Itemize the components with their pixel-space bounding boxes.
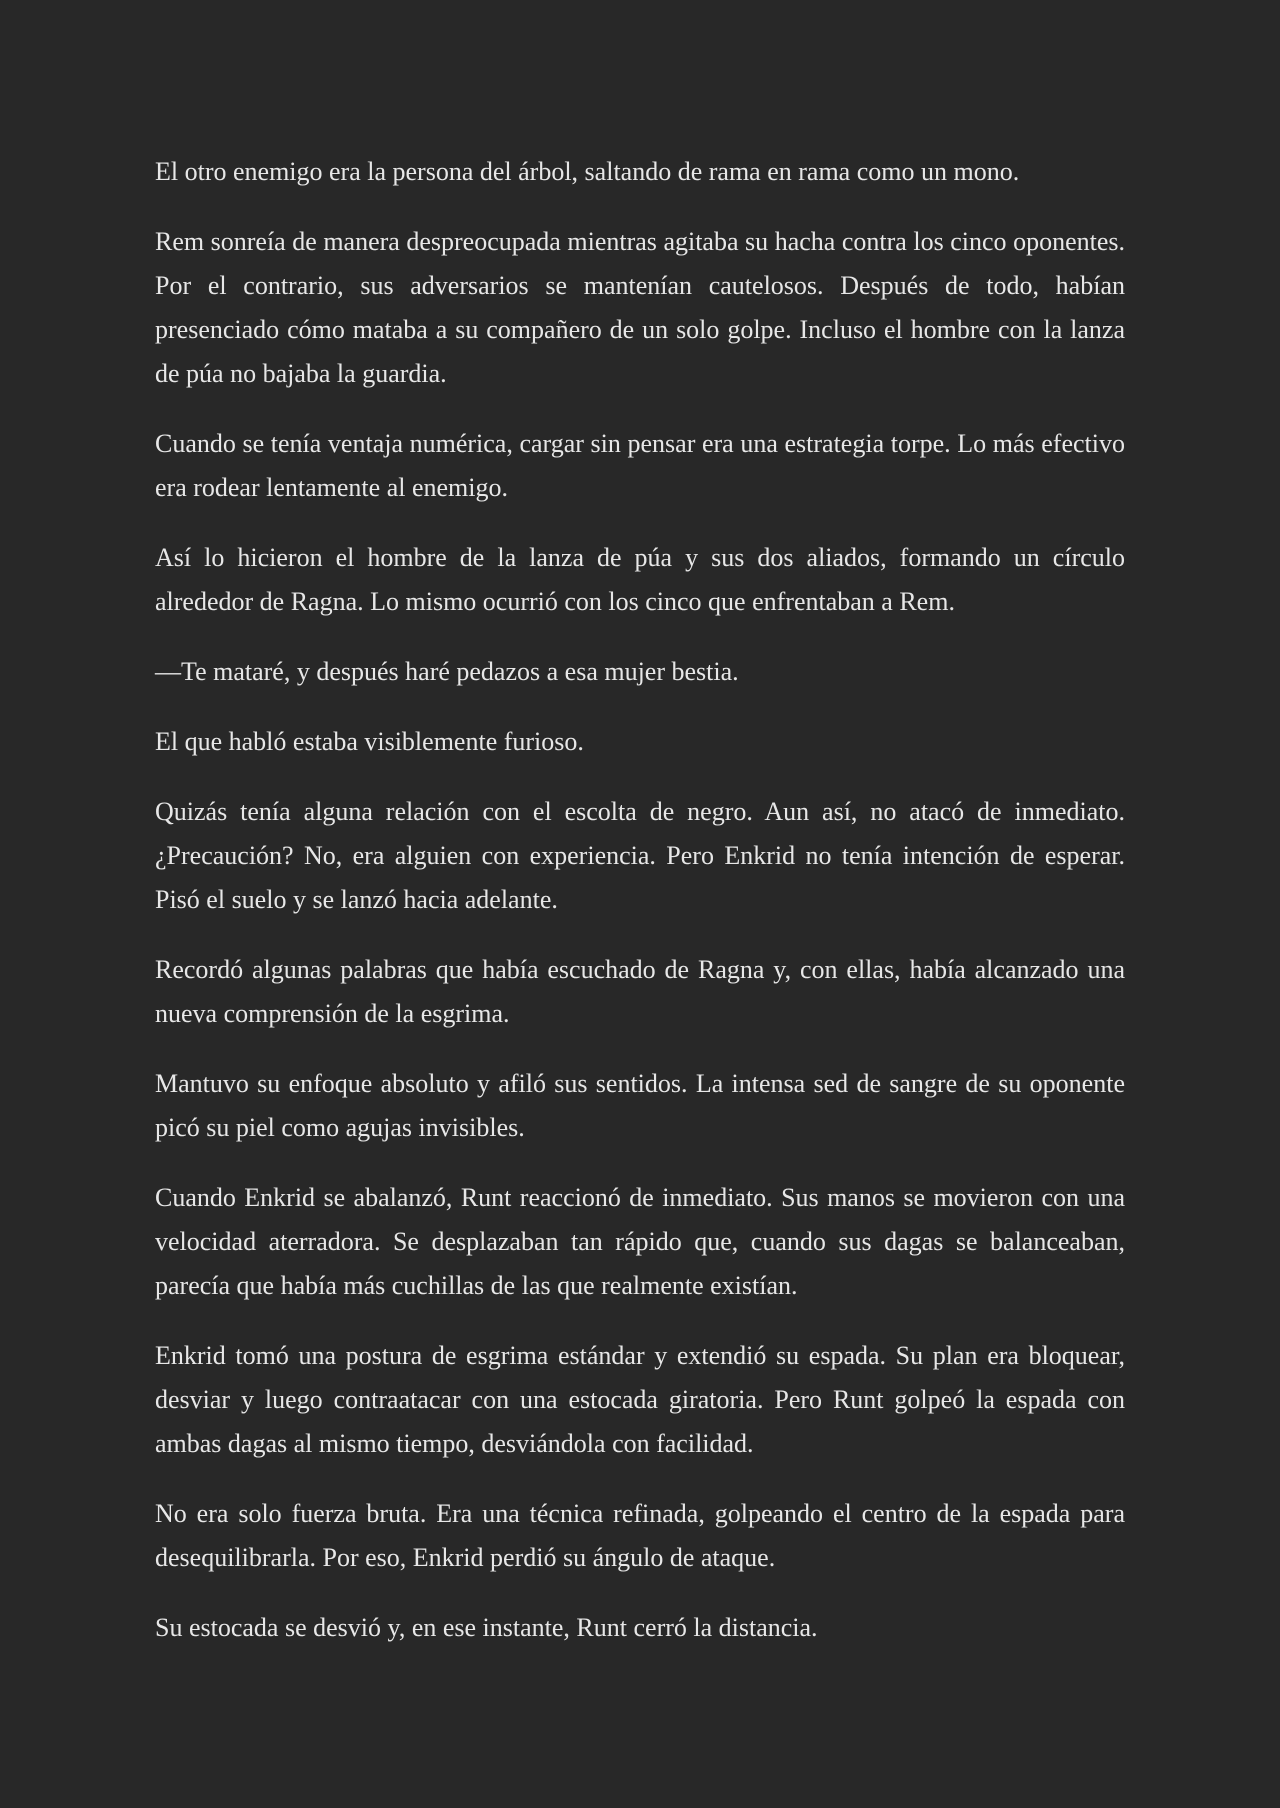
- chapter-text: [155, 150, 1125, 1676]
- paragraph-1: El otro enemigo era la persona del árbol, saltando de rama en rama como un mono.: [155, 157, 1020, 186]
- paragraph-9: Mantuvo su enfoque absoluto y afiló sus sentidos. La intensa sed de sangre de su oponente picó su piel como agujas invisibles.: [155, 1069, 1125, 1142]
- paragraph-6: El que habló estaba visiblemente furioso.: [155, 727, 584, 756]
- paragraph-12: No era solo fuerza bruta. Era una técnica refinada, golpeando el centro de la espada para desequilibrarla. Por eso, Enkrid perdió su ángulo de ataque.: [155, 1499, 1125, 1572]
- paragraph-13: Su estocada se desvió y, en ese instante, Runt cerró la distancia.: [155, 1613, 818, 1642]
- paragraph-8: Recordó algunas palabras que había escuchado de Ragna y, con ellas, había alcanzado una nueva comprensión de la esgrima.: [155, 955, 1125, 1028]
- paragraph-7: Quizás tenía alguna relación con el escolta de negro. Aun así, no atacó de inmediato. ¿Precaución? No, era alguien con experiencia. Pero Enkrid no tenía intención de esperar. Pisó el suelo y se lanzó hacia adelante.: [155, 797, 1125, 914]
- paragraph-11: Enkrid tomó una postura de esgrima estándar y extendió su espada. Su plan era bloquear, desviar y luego contraatacar con una estocada giratoria. Pero Runt golpeó la espada con ambas dagas al mismo tiempo, desviándola con facilidad.: [155, 1341, 1125, 1458]
- paragraph-3: Cuando se tenía ventaja numérica, cargar sin pensar era una estrategia torpe. Lo más efectivo era rodear lentamente al enemigo.: [155, 429, 1125, 502]
- paragraph-5: —Te mataré, y después haré pedazos a esa mujer bestia.: [155, 657, 739, 686]
- paragraph-10: Cuando Enkrid se abalanzó, Runt reaccionó de inmediato. Sus manos se movieron con una velocidad aterradora. Se desplazaban tan rápido que, cuando sus dagas se balanceaban, parecía que había más cuchillas de las que realmente existían.: [155, 1183, 1125, 1300]
- paragraph-2: Rem sonreía de manera despreocupada mientras agitaba su hacha contra los cinco oponentes. Por el contrario, sus adversarios se mantenían cautelosos. Después de todo, habían presenciado cómo mataba a su compañero de un solo golpe. Incluso el hombre con la lanza de púa no bajaba la guardia.: [155, 227, 1125, 388]
- paragraph-4: Así lo hicieron el hombre de la lanza de púa y sus dos aliados, formando un círculo alrededor de Ragna. Lo mismo ocurrió con los cinco que enfrentaban a Rem.: [155, 543, 1125, 616]
